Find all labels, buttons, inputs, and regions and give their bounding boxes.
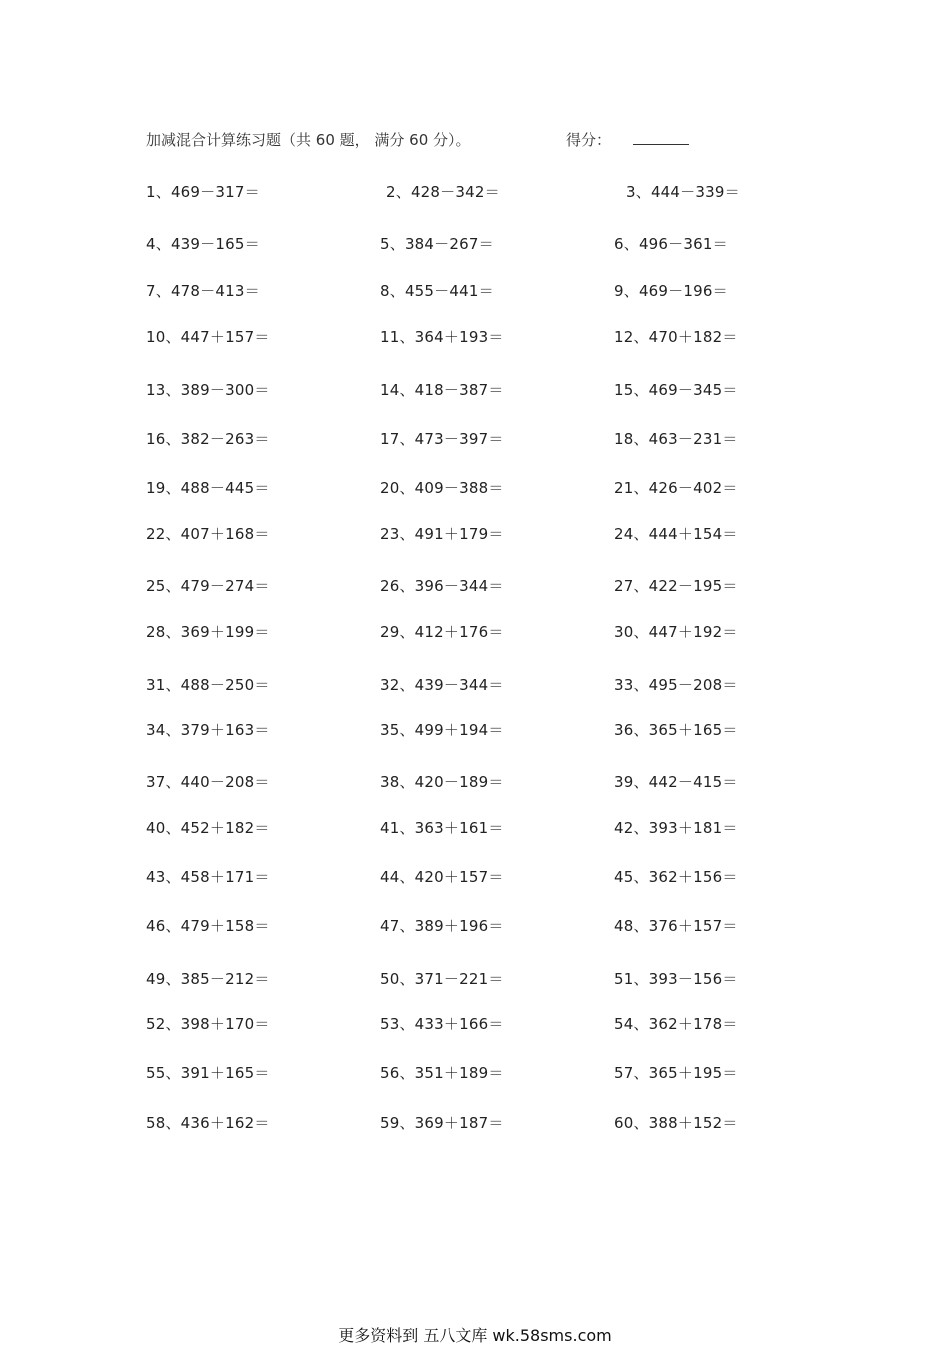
problem-item: 33、495－208＝ xyxy=(614,676,738,694)
problem-item: 7、478－413＝ xyxy=(146,282,260,300)
problem-item: 16、382－263＝ xyxy=(146,430,270,448)
problem-item: 36、365＋165＝ xyxy=(614,721,738,739)
problem-item: 29、412＋176＝ xyxy=(380,623,504,641)
problem-item: 46、479＋158＝ xyxy=(146,917,270,935)
problem-item: 54、362＋178＝ xyxy=(614,1015,738,1033)
problem-item: 15、469－345＝ xyxy=(614,381,738,399)
problem-item: 53、433＋166＝ xyxy=(380,1015,504,1033)
problem-item: 13、389－300＝ xyxy=(146,381,270,399)
problem-item: 43、458＋171＝ xyxy=(146,868,270,886)
problem-item: 9、469－196＝ xyxy=(614,282,728,300)
problem-item: 11、364＋193＝ xyxy=(380,328,504,346)
problem-item: 8、455－441＝ xyxy=(380,282,494,300)
problem-item: 6、496－361＝ xyxy=(614,235,728,253)
problem-item: 32、439－344＝ xyxy=(380,676,504,694)
problem-item: 2、428－342＝ xyxy=(386,183,500,201)
problem-item: 49、385－212＝ xyxy=(146,970,270,988)
problem-item: 26、396－344＝ xyxy=(380,577,504,595)
problem-item: 23、491＋179＝ xyxy=(380,525,504,543)
problem-item: 47、389＋196＝ xyxy=(380,917,504,935)
problem-item: 18、463－231＝ xyxy=(614,430,738,448)
problem-item: 37、440－208＝ xyxy=(146,773,270,791)
problem-item: 3、444－339＝ xyxy=(626,183,740,201)
problem-item: 38、420－189＝ xyxy=(380,773,504,791)
problem-item: 44、420＋157＝ xyxy=(380,868,504,886)
problem-item: 55、391＋165＝ xyxy=(146,1064,270,1082)
problem-item: 42、393＋181＝ xyxy=(614,819,738,837)
problem-item: 14、418－387＝ xyxy=(380,381,504,399)
problem-item: 40、452＋182＝ xyxy=(146,819,270,837)
problem-item: 41、363＋161＝ xyxy=(380,819,504,837)
problem-item: 20、409－388＝ xyxy=(380,479,504,497)
problem-item: 12、470＋182＝ xyxy=(614,328,738,346)
problem-item: 57、365＋195＝ xyxy=(614,1064,738,1082)
problem-item: 10、447＋157＝ xyxy=(146,328,270,346)
footer-watermark: 更多资料到 五八文库 wk.58sms.com xyxy=(338,1326,612,1345)
problem-item: 35、499＋194＝ xyxy=(380,721,504,739)
problem-item: 4、439－165＝ xyxy=(146,235,260,253)
score-label: 得分： xyxy=(566,131,612,149)
score-blank-line xyxy=(633,130,689,145)
problem-item: 58、436＋162＝ xyxy=(146,1114,270,1132)
problem-item: 30、447＋192＝ xyxy=(614,623,738,641)
problem-item: 31、488－250＝ xyxy=(146,676,270,694)
score-field xyxy=(566,129,689,150)
problem-item: 48、376＋157＝ xyxy=(614,917,738,935)
problem-item: 60、388＋152＝ xyxy=(614,1114,738,1132)
problem-item: 25、479－274＝ xyxy=(146,577,270,595)
problem-item: 5、384－267＝ xyxy=(380,235,494,253)
problem-item: 19、488－445＝ xyxy=(146,479,270,497)
problem-item: 21、426－402＝ xyxy=(614,479,738,497)
problem-item: 17、473－397＝ xyxy=(380,430,504,448)
problem-item: 50、371－221＝ xyxy=(380,970,504,988)
problem-item: 22、407＋168＝ xyxy=(146,525,270,543)
worksheet-title: 加减混合计算练习题（共 60 题， 满分 60 分）。 xyxy=(146,131,471,149)
problem-item: 39、442－415＝ xyxy=(614,773,738,791)
problem-item: 59、369＋187＝ xyxy=(380,1114,504,1132)
problem-item: 51、393－156＝ xyxy=(614,970,738,988)
problem-item: 45、362＋156＝ xyxy=(614,868,738,886)
problem-item: 56、351＋189＝ xyxy=(380,1064,504,1082)
problem-item: 34、379＋163＝ xyxy=(146,721,270,739)
problem-item: 28、369＋199＝ xyxy=(146,623,270,641)
problem-item: 24、444＋154＝ xyxy=(614,525,738,543)
problem-item: 1、469－317＝ xyxy=(146,183,260,201)
problem-item: 52、398＋170＝ xyxy=(146,1015,270,1033)
problem-item: 27、422－195＝ xyxy=(614,577,738,595)
